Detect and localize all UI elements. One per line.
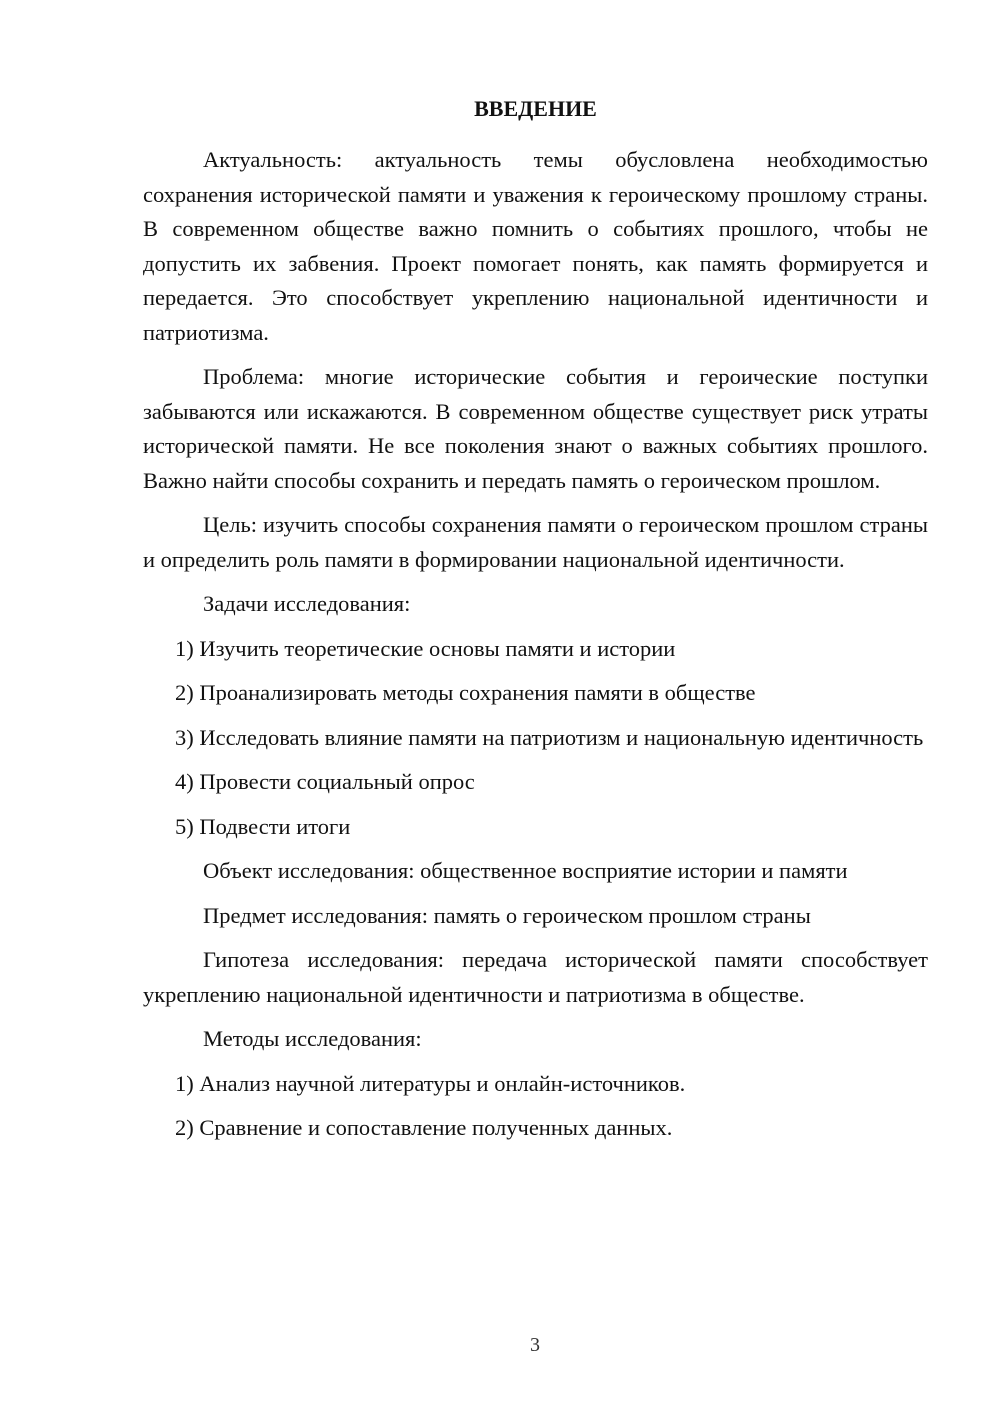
page-number: 3 bbox=[530, 1334, 540, 1356]
task-item-2: 2) Проанализировать методы сохранения памяти в обществе bbox=[175, 680, 756, 705]
task-item-1: 1) Изучить теоретические основы памяти и истории bbox=[175, 635, 676, 661]
research-subject: Предмет исследования: память о героическом прошлом страны bbox=[203, 902, 811, 928]
methods-heading: Методы исследования: bbox=[203, 1026, 422, 1051]
task-item-3: 3) Исследовать влияние памяти на патриотизм и национальную идентичность bbox=[175, 724, 924, 750]
research-hypothesis: Гипотеза исследования: передача исторической памяти способствует укреплению национальной идентичности и патриотизма в обществе. bbox=[143, 947, 928, 1007]
task-item-5: 5) Подвести итоги bbox=[175, 813, 351, 839]
problem-paragraph: Проблема: многие исторические события и героические поступки забываются или искажаются. В современном обществе существует риск утраты исторической памяти. Не все поколения знают о важных событиях прошлого. Важно найти способы сохранить и передать память о героическом прошлом. bbox=[143, 364, 928, 493]
goal-paragraph: Цель: изучить способы сохранения памяти о героическом прошлом страны и определить роль памяти в формировании национальной идентичности. bbox=[143, 512, 928, 572]
section-title: ВВЕДЕНИЕ bbox=[474, 96, 597, 121]
relevance-paragraph: Актуальность: актуальность темы обусловлена необходимостью сохранения исторической памяти и уважения к героическому прошлому страны. В современном обществе важно помнить о событиях прошлого, чтобы не допустить их забвения. Проект помогает понять, как память формируется и передается. Это способствует укреплению национальной идентичности и патриотизма. bbox=[143, 147, 928, 345]
task-item-4: 4) Провести социальный опрос bbox=[175, 769, 475, 794]
research-object: Объект исследования: общественное восприятие истории и памяти bbox=[203, 858, 848, 883]
tasks-heading: Задачи исследования: bbox=[203, 591, 411, 616]
method-item-1: 1) Анализ научной литературы и онлайн-источников. bbox=[175, 1070, 686, 1096]
method-item-2: 2) Сравнение и сопоставление полученных данных. bbox=[175, 1115, 673, 1140]
document-body bbox=[143, 92, 928, 1156]
